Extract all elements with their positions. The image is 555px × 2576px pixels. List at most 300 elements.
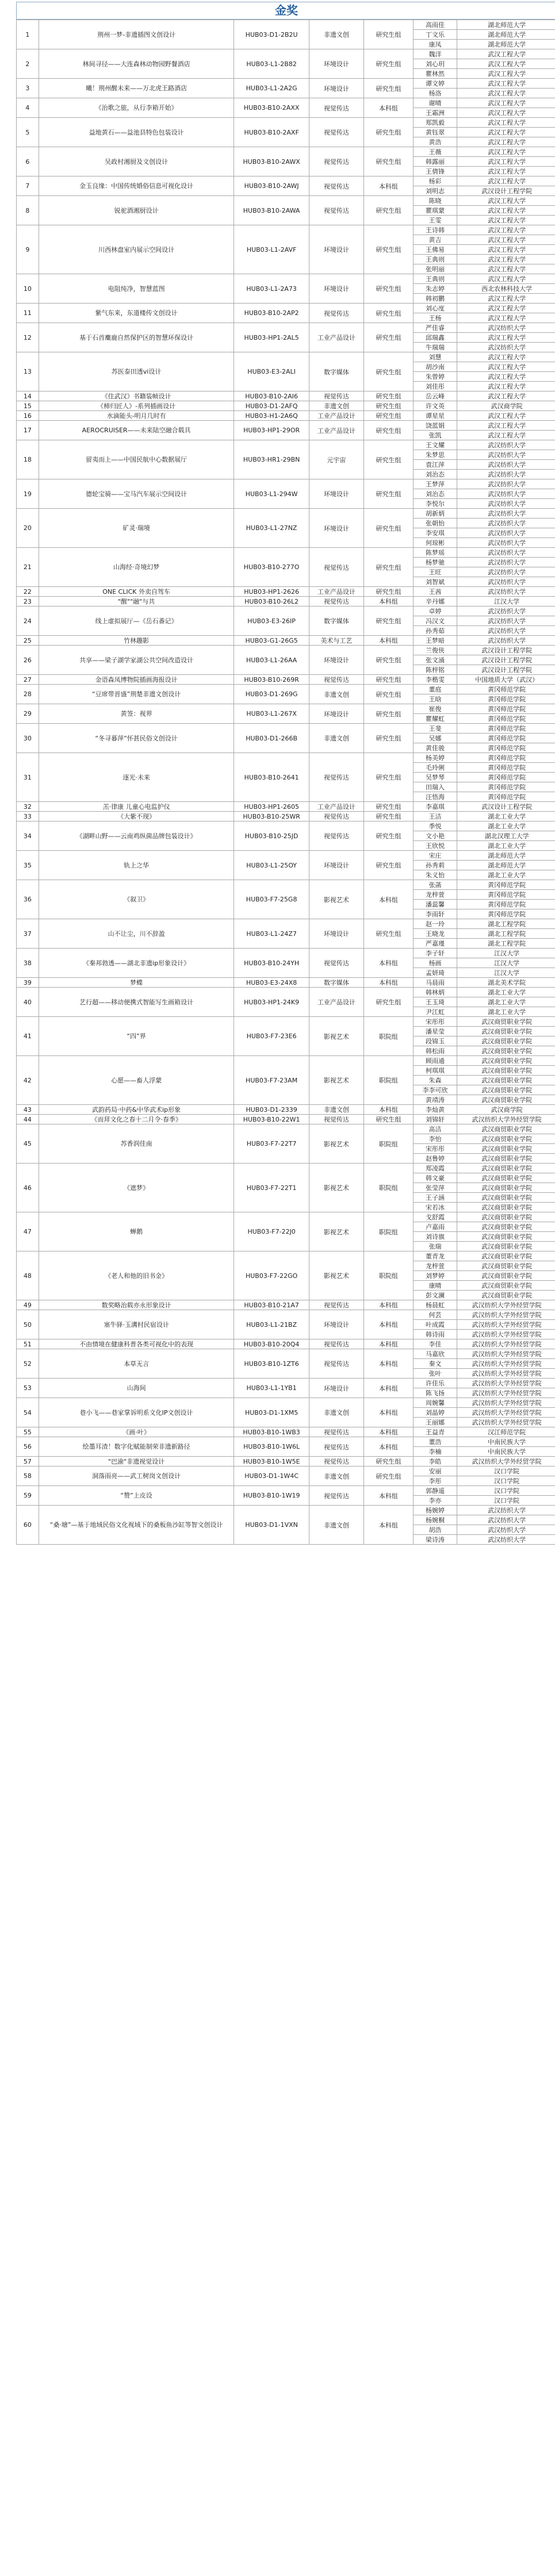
member-school: 湖北工业大学 xyxy=(457,1007,555,1017)
member-school: 湖北工程学院 xyxy=(457,939,555,949)
member-name: 王茜 xyxy=(413,587,457,597)
member-name: 黄佳骏 xyxy=(413,743,457,753)
project-code: HUB03-B10-24YH xyxy=(234,949,309,978)
project-code: HUB03-E3-2ALI xyxy=(234,352,309,391)
member-school: 武汉设计工程学院 xyxy=(457,655,555,665)
member-name: 王梦暗 xyxy=(413,636,457,646)
member-name: 杨婉桐 xyxy=(413,1515,457,1525)
project-category: 非遗文创 xyxy=(309,20,363,49)
member-school: 湖北师范大学 xyxy=(457,40,555,49)
member-school: 武汉工程大学 xyxy=(457,69,555,79)
table-row xyxy=(17,274,555,284)
member-school: 武汉商贸职业学院 xyxy=(457,1036,555,1046)
row-number: 32 xyxy=(17,802,39,812)
member-name: 王文耀 xyxy=(413,440,457,450)
project-name: 林间寻径——大连森林动物园野餐酒店 xyxy=(39,49,234,79)
member-name: 董浩 xyxy=(413,1437,457,1447)
member-school: 中南民族大学 xyxy=(457,1447,555,1457)
project-code: HUB03-E3-24X8 xyxy=(234,978,309,988)
project-code: HUB03-D1-2339 xyxy=(234,1105,309,1115)
row-number: 4 xyxy=(17,98,39,118)
member-school: 武汉纺织大学 xyxy=(457,616,555,626)
project-group: 研究生组 xyxy=(364,812,414,821)
member-school: 武汉商贸职业学院 xyxy=(457,1076,555,1085)
table-row xyxy=(17,606,555,616)
project-category: 数字媒体 xyxy=(309,978,363,988)
member-school: 武汉纺织大学 xyxy=(457,460,555,470)
project-name: 留夷而上——中国民航中心数据展厅 xyxy=(39,440,234,479)
project-code: HUB03-L1-27NZ xyxy=(234,509,309,548)
row-number: 52 xyxy=(17,1349,39,1379)
member-name: 许佳乐 xyxy=(413,1379,457,1388)
project-group: 职院组 xyxy=(364,1212,414,1251)
row-number: 51 xyxy=(17,1339,39,1349)
project-category: 影视艺术 xyxy=(309,1164,363,1212)
member-school: 武汉商贸职业学院 xyxy=(457,1085,555,1095)
project-group: 研究生组 xyxy=(364,225,414,274)
project-category: 视觉传达 xyxy=(309,1300,363,1310)
member-name: 何琼彬 xyxy=(413,538,457,548)
row-number: 31 xyxy=(17,753,39,802)
member-school: 武汉纺织大学外经贸学院 xyxy=(457,1320,555,1330)
row-number: 43 xyxy=(17,1105,39,1115)
member-name: 王玉琦 xyxy=(413,997,457,1007)
table-row xyxy=(17,323,555,333)
member-school: 武汉商贸职业学院 xyxy=(457,1124,555,1134)
project-category: 影视艺术 xyxy=(309,1056,363,1105)
project-name: 德轮宝骑——宝马汽车展示空间设计 xyxy=(39,479,234,509)
project-code: HUB03-F7-25G8 xyxy=(234,880,309,919)
table-row xyxy=(17,675,555,685)
project-code: HUB03-D1-2B2U xyxy=(234,20,309,49)
table-row xyxy=(17,509,555,519)
row-number: 24 xyxy=(17,606,39,636)
member-name: 郭静遥 xyxy=(413,1486,457,1496)
table-row xyxy=(17,1379,555,1388)
table-row xyxy=(17,352,555,362)
project-category: 环境设计 xyxy=(309,79,363,98)
table-row xyxy=(17,597,555,606)
project-group: 研究生组 xyxy=(364,685,414,704)
member-school: 武汉工程大学 xyxy=(457,304,555,313)
member-name: 安丽 xyxy=(413,1466,457,1476)
member-school: 武汉纺织大学 xyxy=(457,343,555,352)
row-number: 28 xyxy=(17,685,39,704)
project-code: HUB03-B10-277O xyxy=(234,548,309,587)
member-school: 江汉大学 xyxy=(457,968,555,978)
row-number: 54 xyxy=(17,1398,39,1427)
member-school: 武汉商贸职业学院 xyxy=(457,1193,555,1203)
member-school: 武汉工程大学 xyxy=(457,98,555,108)
member-name: 龙梓萱 xyxy=(413,1261,457,1271)
row-number: 34 xyxy=(17,821,39,851)
member-school: 武汉商贸职业学院 xyxy=(457,1095,555,1105)
member-school: 武汉纺织大学 xyxy=(457,577,555,587)
table-row xyxy=(17,880,555,890)
member-name: 朱森 xyxy=(413,1076,457,1085)
project-name: 苏香润佳南 xyxy=(39,1124,234,1164)
project-code: HUB03-L1-21BZ xyxy=(234,1310,309,1339)
member-name: 王斐 xyxy=(413,724,457,734)
member-name: 韩林炳 xyxy=(413,988,457,997)
member-name: 郑凌霞 xyxy=(413,1164,457,1173)
project-name: 山海经·奇境幻梦 xyxy=(39,548,234,587)
table-row xyxy=(17,98,555,108)
row-number: 53 xyxy=(17,1379,39,1398)
project-name: 轨上之华 xyxy=(39,851,234,880)
row-number: 15 xyxy=(17,401,39,411)
member-name: 韩诗雨 xyxy=(413,1330,457,1339)
project-name: 《秦邦勃透——湖北非遗ip形象设计》 xyxy=(39,949,234,978)
project-code: HUB03-L1-2A73 xyxy=(234,274,309,304)
table-row xyxy=(17,147,555,157)
member-name: 刘智斌 xyxy=(413,577,457,587)
member-school: 武汉工程大学 xyxy=(457,157,555,167)
member-name: 文小艳 xyxy=(413,831,457,841)
project-code: HUB03-HR1-29BN xyxy=(234,440,309,479)
member-school: 武汉商贸职业学院 xyxy=(457,1056,555,1066)
member-school: 黄冈师范学院 xyxy=(457,714,555,724)
project-name: 《治歌之旅，从行李箱开始》 xyxy=(39,98,234,118)
project-category: 环境设计 xyxy=(309,1379,363,1398)
project-group: 研究生组 xyxy=(364,304,414,323)
member-name: 朱曾婷 xyxy=(413,372,457,382)
row-number: 19 xyxy=(17,479,39,509)
member-school: 湖北师范大学 xyxy=(457,851,555,861)
project-name: 川西林盘室内展示空间设计 xyxy=(39,225,234,274)
project-name: 益地黄石——益池县特色包装设计 xyxy=(39,118,234,147)
project-name: 塞牛驿·玉溝村民宿设计 xyxy=(39,1310,234,1339)
member-school: 黄冈师范学院 xyxy=(457,743,555,753)
member-name: 龙梓萱 xyxy=(413,890,457,900)
project-name: 巷小飞——巷家掌诉明系文化IP文创设计 xyxy=(39,1398,234,1427)
project-code: HUB03-F7-22GO xyxy=(234,1251,309,1300)
member-name: 谭星星 xyxy=(413,411,457,421)
project-group: 研究生组 xyxy=(364,587,414,597)
project-category: 视觉传达 xyxy=(309,597,363,606)
project-group: 研究生组 xyxy=(364,1115,414,1124)
project-category: 视觉传达 xyxy=(309,147,363,176)
project-category: 影视艺术 xyxy=(309,1124,363,1164)
project-group: 研究生组 xyxy=(364,1457,414,1466)
member-name: 李怡 xyxy=(413,1134,457,1144)
member-name: 王洁 xyxy=(413,812,457,821)
member-school: 武汉设计工程学院 xyxy=(457,186,555,196)
project-code: HUB03-B10-26L2 xyxy=(234,597,309,606)
member-school: 武汉纺织大学 xyxy=(457,1535,555,1545)
project-group: 研究生组 xyxy=(364,479,414,509)
project-category: 工业产品设计 xyxy=(309,421,363,440)
award-sheet xyxy=(16,2,555,1545)
member-school: 湖北工业大学 xyxy=(457,988,555,997)
member-school: 江汉大学 xyxy=(457,597,555,606)
member-name: 陈晓 xyxy=(413,196,457,206)
member-name: 杨梦驰 xyxy=(413,558,457,567)
project-name: 电阻纯净，智慧蓝图 xyxy=(39,274,234,304)
row-number: 36 xyxy=(17,880,39,919)
member-name: 张菡 xyxy=(413,880,457,890)
member-school: 武汉商贸职业学院 xyxy=(457,1251,555,1261)
member-name: 孙秀莉 xyxy=(413,861,457,870)
project-name: 洞落雨亮——武工树岗文创设计 xyxy=(39,1466,234,1486)
member-name: 张瑞 xyxy=(413,1242,457,1251)
row-number: 22 xyxy=(17,587,39,597)
project-category: 非遗文创 xyxy=(309,1506,363,1545)
member-school: 武汉工程大学 xyxy=(457,382,555,391)
member-name: 刘慧 xyxy=(413,352,457,362)
project-code: HUB03-HP1-29OR xyxy=(234,421,309,440)
table-row xyxy=(17,20,555,30)
member-school: 武汉纺织大学外经贸学院 xyxy=(457,1388,555,1398)
row-number: 29 xyxy=(17,704,39,724)
row-number: 56 xyxy=(17,1437,39,1457)
project-category: 视觉传达 xyxy=(309,1427,363,1437)
member-school: 武汉纺织大学外经贸学院 xyxy=(457,1330,555,1339)
member-school: 武汉商贸职业学院 xyxy=(457,1291,555,1300)
row-number: 16 xyxy=(17,411,39,421)
project-group: 本科组 xyxy=(364,597,414,606)
row-number: 8 xyxy=(17,196,39,225)
member-school: 武汉商贸职业学院 xyxy=(457,1183,555,1193)
project-name: 《叙卫》 xyxy=(39,880,234,919)
project-category: 环境设计 xyxy=(309,509,363,548)
member-name: 杨彩 xyxy=(413,176,457,186)
row-number: 6 xyxy=(17,147,39,176)
member-name: 李楷雯 xyxy=(413,675,457,685)
member-name: 王薇 xyxy=(413,147,457,157)
member-name: 潘蕊馨 xyxy=(413,900,457,909)
member-name: 周婉馨 xyxy=(413,1398,457,1408)
project-name: “豆席带晋盛”荆楚非遗文创设计 xyxy=(39,685,234,704)
project-name: 《遮梦》 xyxy=(39,1164,234,1212)
member-name: 谭文婷 xyxy=(413,79,457,89)
member-school: 武汉纺织大学外经贸学院 xyxy=(457,1418,555,1427)
project-group: 职院组 xyxy=(364,1056,414,1105)
project-group: 职院组 xyxy=(364,1124,414,1164)
member-school: 黄冈师范学院 xyxy=(457,792,555,802)
project-category: 美术与工艺 xyxy=(309,636,363,646)
project-group: 研究生组 xyxy=(364,352,414,391)
project-name: 本草无言 xyxy=(39,1349,234,1379)
member-name: 董青龙 xyxy=(413,1251,457,1261)
member-name: 严嘉瑾 xyxy=(413,939,457,949)
member-name: 高雨佳 xyxy=(413,20,457,30)
table-row xyxy=(17,685,555,694)
member-name: 岳云峰 xyxy=(413,391,457,401)
member-school: 湖北师范大学 xyxy=(457,20,555,30)
member-school: 武汉商学院 xyxy=(457,1105,555,1115)
member-school: 武汉工程大学 xyxy=(457,216,555,225)
award-table-body xyxy=(17,20,555,1545)
project-code: HUB03-L1-267X xyxy=(234,704,309,724)
project-category: 数字媒体 xyxy=(309,352,363,391)
member-name: 兰俊侠 xyxy=(413,646,457,655)
member-name: 彭文澜 xyxy=(413,1291,457,1300)
project-name: 《画·叶》 xyxy=(39,1427,234,1437)
member-name: 汪悟海 xyxy=(413,792,457,802)
project-name: 梦蝶 xyxy=(39,978,234,988)
project-group: 本科组 xyxy=(364,1105,414,1115)
member-name: 李安琪 xyxy=(413,528,457,538)
member-school: 黄冈师范学院 xyxy=(457,890,555,900)
member-school: 武汉商贸职业学院 xyxy=(457,1212,555,1222)
member-school: 武汉纺织大学 xyxy=(457,509,555,519)
member-name: 郑凯毅 xyxy=(413,118,457,128)
member-name: 韩初鹏 xyxy=(413,294,457,304)
project-name: 羔·律康 儿童心电监护仪 xyxy=(39,802,234,812)
member-name: 秦文 xyxy=(413,1359,457,1369)
member-school: 武汉商贸职业学院 xyxy=(457,1144,555,1154)
member-school: 武汉纺织大学外经贸学院 xyxy=(457,1359,555,1369)
table-row xyxy=(17,988,555,997)
project-group: 研究生组 xyxy=(364,411,414,421)
member-school: 武汉工程大学 xyxy=(457,421,555,431)
member-school: 武汉纺织大学外经贸学院 xyxy=(457,1115,555,1124)
row-number: 49 xyxy=(17,1300,39,1310)
member-name: 宋庄 xyxy=(413,851,457,861)
project-name: 线上虚拟展厅—《岳石番记》 xyxy=(39,606,234,636)
member-name: 赵一玲 xyxy=(413,919,457,929)
member-name: 胡新炳 xyxy=(413,509,457,519)
row-number: 39 xyxy=(17,978,39,988)
member-name: 戈舒霞 xyxy=(413,1212,457,1222)
member-name: 宋彤彤 xyxy=(413,1144,457,1154)
member-school: 中南民族大学 xyxy=(457,1437,555,1447)
member-name: 胡浩 xyxy=(413,1525,457,1535)
member-school: 汉口学院 xyxy=(457,1476,555,1486)
member-school: 武汉商贸职业学院 xyxy=(457,1134,555,1144)
project-category: 视觉传达 xyxy=(309,118,363,147)
project-code: HUB03-H1-2A6Q xyxy=(234,411,309,421)
project-group: 研究生组 xyxy=(364,548,414,587)
member-name: 康凤 xyxy=(413,40,457,49)
table-row xyxy=(17,704,555,714)
member-school: 武汉纺织大学 xyxy=(457,519,555,528)
member-school: 武汉设计工程学院 xyxy=(457,665,555,675)
member-name: 魏洋 xyxy=(413,49,457,59)
member-school: 武汉纺织大学 xyxy=(457,636,555,646)
member-school: 武汉纺织大学外经贸学院 xyxy=(457,1379,555,1388)
member-name: 马晨雨 xyxy=(413,978,457,988)
member-name: 毛玲俐 xyxy=(413,763,457,773)
project-code: HUB03-B10-1W6L xyxy=(234,1437,309,1457)
row-number: 13 xyxy=(17,352,39,391)
member-name: 张朝怡 xyxy=(413,519,457,528)
member-name: 李李可欣 xyxy=(413,1085,457,1095)
project-category: 视觉传达 xyxy=(309,548,363,587)
member-name: 李子轩 xyxy=(413,949,457,958)
project-code: HUB03-D1-1XM5 xyxy=(234,1398,309,1427)
member-school: 武汉商贸职业学院 xyxy=(457,1066,555,1076)
member-name: 韩松雨 xyxy=(413,1046,457,1056)
project-code: HUB03-B10-1W19 xyxy=(234,1486,309,1506)
member-name: 李楠 xyxy=(413,1447,457,1457)
project-group: 研究生组 xyxy=(364,851,414,880)
project-code: HUB03-L1-24Z7 xyxy=(234,919,309,949)
member-school: 武汉工程大学 xyxy=(457,391,555,401)
member-school: 武汉纺织大学外经贸学院 xyxy=(457,1369,555,1379)
row-number: 2 xyxy=(17,49,39,79)
member-school: 黄冈师范学院 xyxy=(457,909,555,919)
project-name: 基于石首麋鹿自然保护区的智慧环保设计 xyxy=(39,323,234,352)
member-name: 李悦尔 xyxy=(413,499,457,509)
member-school: 武汉商贸职业学院 xyxy=(457,1232,555,1242)
member-name: 李灿黄 xyxy=(413,1105,457,1115)
member-school: 武汉工程大学 xyxy=(457,372,555,382)
project-group: 本科组 xyxy=(364,949,414,978)
member-name: 刘佳彤 xyxy=(413,382,457,391)
member-name: 杨美婷 xyxy=(413,753,457,763)
member-school: 湖北工业大学 xyxy=(457,821,555,831)
member-name: 叶成霞 xyxy=(413,1320,457,1330)
project-group: 研究生组 xyxy=(364,753,414,802)
member-school: 黄冈师范学院 xyxy=(457,685,555,694)
member-name: 马嘉欣 xyxy=(413,1349,457,1359)
member-school: 江汉大学 xyxy=(457,958,555,968)
member-school: 黄冈师范学院 xyxy=(457,753,555,763)
project-code: HUB03-L1-25OY xyxy=(234,851,309,880)
project-code: HUB03-L1-2AVF xyxy=(234,225,309,274)
table-row xyxy=(17,196,555,206)
project-code: HUB03-B10-1WB3 xyxy=(234,1427,309,1437)
project-name: 矿灵·瑞境 xyxy=(39,509,234,548)
member-name: 陈飞扬 xyxy=(413,1388,457,1398)
member-name: 饶蓝娟 xyxy=(413,421,457,431)
table-row xyxy=(17,1339,555,1349)
table-row xyxy=(17,421,555,431)
member-school: 汉口学院 xyxy=(457,1466,555,1476)
member-name: 杨晨虹 xyxy=(413,1300,457,1310)
row-number: 18 xyxy=(17,440,39,479)
member-name: 张叶 xyxy=(413,1369,457,1379)
project-group: 本科组 xyxy=(364,1379,414,1398)
member-name: 王佛易 xyxy=(413,245,457,255)
table-row xyxy=(17,1457,555,1466)
table-row xyxy=(17,1164,555,1173)
project-group: 研究生组 xyxy=(364,802,414,812)
member-name: 王子涵 xyxy=(413,1193,457,1203)
row-number: 14 xyxy=(17,391,39,401)
member-school: 武汉工程大学 xyxy=(457,89,555,98)
project-name: “赞”上皮设 xyxy=(39,1486,234,1506)
row-number: 21 xyxy=(17,548,39,587)
member-school: 黄冈师范学院 xyxy=(457,782,555,792)
member-school: 武汉工程大学 xyxy=(457,313,555,323)
member-school: 武汉纺织大学外经贸学院 xyxy=(457,1408,555,1418)
project-name: 锐驼酒湘厨设计 xyxy=(39,196,234,225)
table-row xyxy=(17,1251,555,1261)
project-code: HUB03-B10-21A7 xyxy=(234,1300,309,1310)
project-category: 环境设计 xyxy=(309,479,363,509)
member-name: 孙秀茹 xyxy=(413,626,457,636)
project-code: HUB03-L1-2B82 xyxy=(234,49,309,79)
table-row xyxy=(17,1310,555,1320)
member-name: 严佳睿 xyxy=(413,323,457,333)
member-school: 武汉纺织大学 xyxy=(457,528,555,538)
project-code: HUB03-L1-26AA xyxy=(234,646,309,675)
project-name: 数奖略治载亦永形象设计 xyxy=(39,1300,234,1310)
project-group: 研究生组 xyxy=(364,196,414,225)
row-number: 1 xyxy=(17,20,39,49)
project-name: 心愿——畜人浮蒙 xyxy=(39,1056,234,1105)
member-school: 武汉纺织大学 xyxy=(457,479,555,489)
table-row xyxy=(17,176,555,186)
member-school: 武汉纺织大学外经贸学院 xyxy=(457,1339,555,1349)
member-name: 李佳 xyxy=(413,1339,457,1349)
project-group: 本科组 xyxy=(364,1437,414,1457)
project-category: 环境设计 xyxy=(309,919,363,949)
member-school: 武汉工程大学 xyxy=(457,147,555,157)
